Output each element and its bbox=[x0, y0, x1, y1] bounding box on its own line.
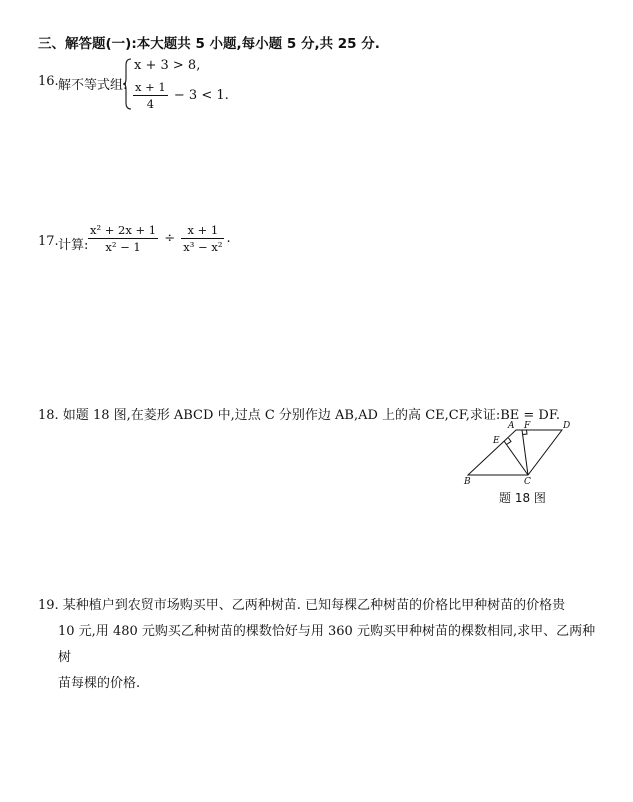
q17-number: 17. bbox=[38, 234, 59, 249]
q17-prompt: 计算: bbox=[58, 238, 89, 253]
q19-line-3: 苗每棵的价格. bbox=[58, 676, 141, 691]
q16-fraction-numerator: x + 1 bbox=[135, 80, 166, 94]
q16-inequality-1: x + 3 > 8, bbox=[134, 58, 201, 73]
rhombus-ABCD bbox=[468, 430, 562, 475]
q17-fraction-1-numerator: x² + 2x + 1 bbox=[90, 223, 157, 237]
label-F: F bbox=[524, 421, 531, 431]
q18-text: 18. 如题 18 图,在菱形 ABCD 中,过点 C 分别作边 AB,AD 上的高 CE,CF,求证:BE = DF. bbox=[38, 408, 560, 423]
label-B: B bbox=[464, 477, 471, 486]
q16-number: 16. bbox=[38, 74, 59, 89]
q16-inequality-2-rest: − 3 < 1. bbox=[173, 88, 229, 103]
label-C: C bbox=[524, 477, 531, 486]
q16-fraction-denominator: 4 bbox=[146, 97, 155, 111]
label-E: E bbox=[493, 436, 500, 446]
q17-fraction-2-denominator: x³ − x² bbox=[183, 240, 223, 254]
q17-fraction-1-denominator: x² − 1 bbox=[105, 240, 141, 254]
q17-fraction-2 bbox=[181, 223, 224, 254]
q16-inequality-2 bbox=[131, 80, 229, 111]
section-title: 三、解答题(一):本大题共 5 小题,每小题 5 分,共 25 分. bbox=[38, 36, 380, 52]
rhombus-figure bbox=[458, 418, 578, 486]
q16-prompt: 解不等式组: bbox=[58, 78, 128, 93]
q17-expression bbox=[86, 223, 231, 254]
q17-fraction-1 bbox=[88, 223, 158, 254]
q17-end-period: . bbox=[226, 231, 231, 246]
figure-caption: 题 18 图 bbox=[499, 491, 546, 505]
q19-line-2: 10 元,用 480 元购买乙种树苗的棵数恰好与用 360 元购买甲种树苗的棵数相同,求甲、乙两种树 bbox=[58, 624, 596, 665]
q16-fraction bbox=[133, 80, 168, 111]
q17-fraction-2-numerator: x + 1 bbox=[181, 223, 224, 239]
q19-line-1: 19. 某种植户到农贸市场购买甲、乙两种树苗. 已知每棵乙种树苗的价格比甲种树苗的价格贵 bbox=[38, 598, 566, 613]
q17-divide-sign: ÷ bbox=[164, 231, 176, 246]
question-19 bbox=[38, 593, 598, 697]
label-A: A bbox=[508, 421, 515, 431]
label-D: D bbox=[563, 421, 571, 431]
right-angle-E bbox=[507, 438, 512, 445]
